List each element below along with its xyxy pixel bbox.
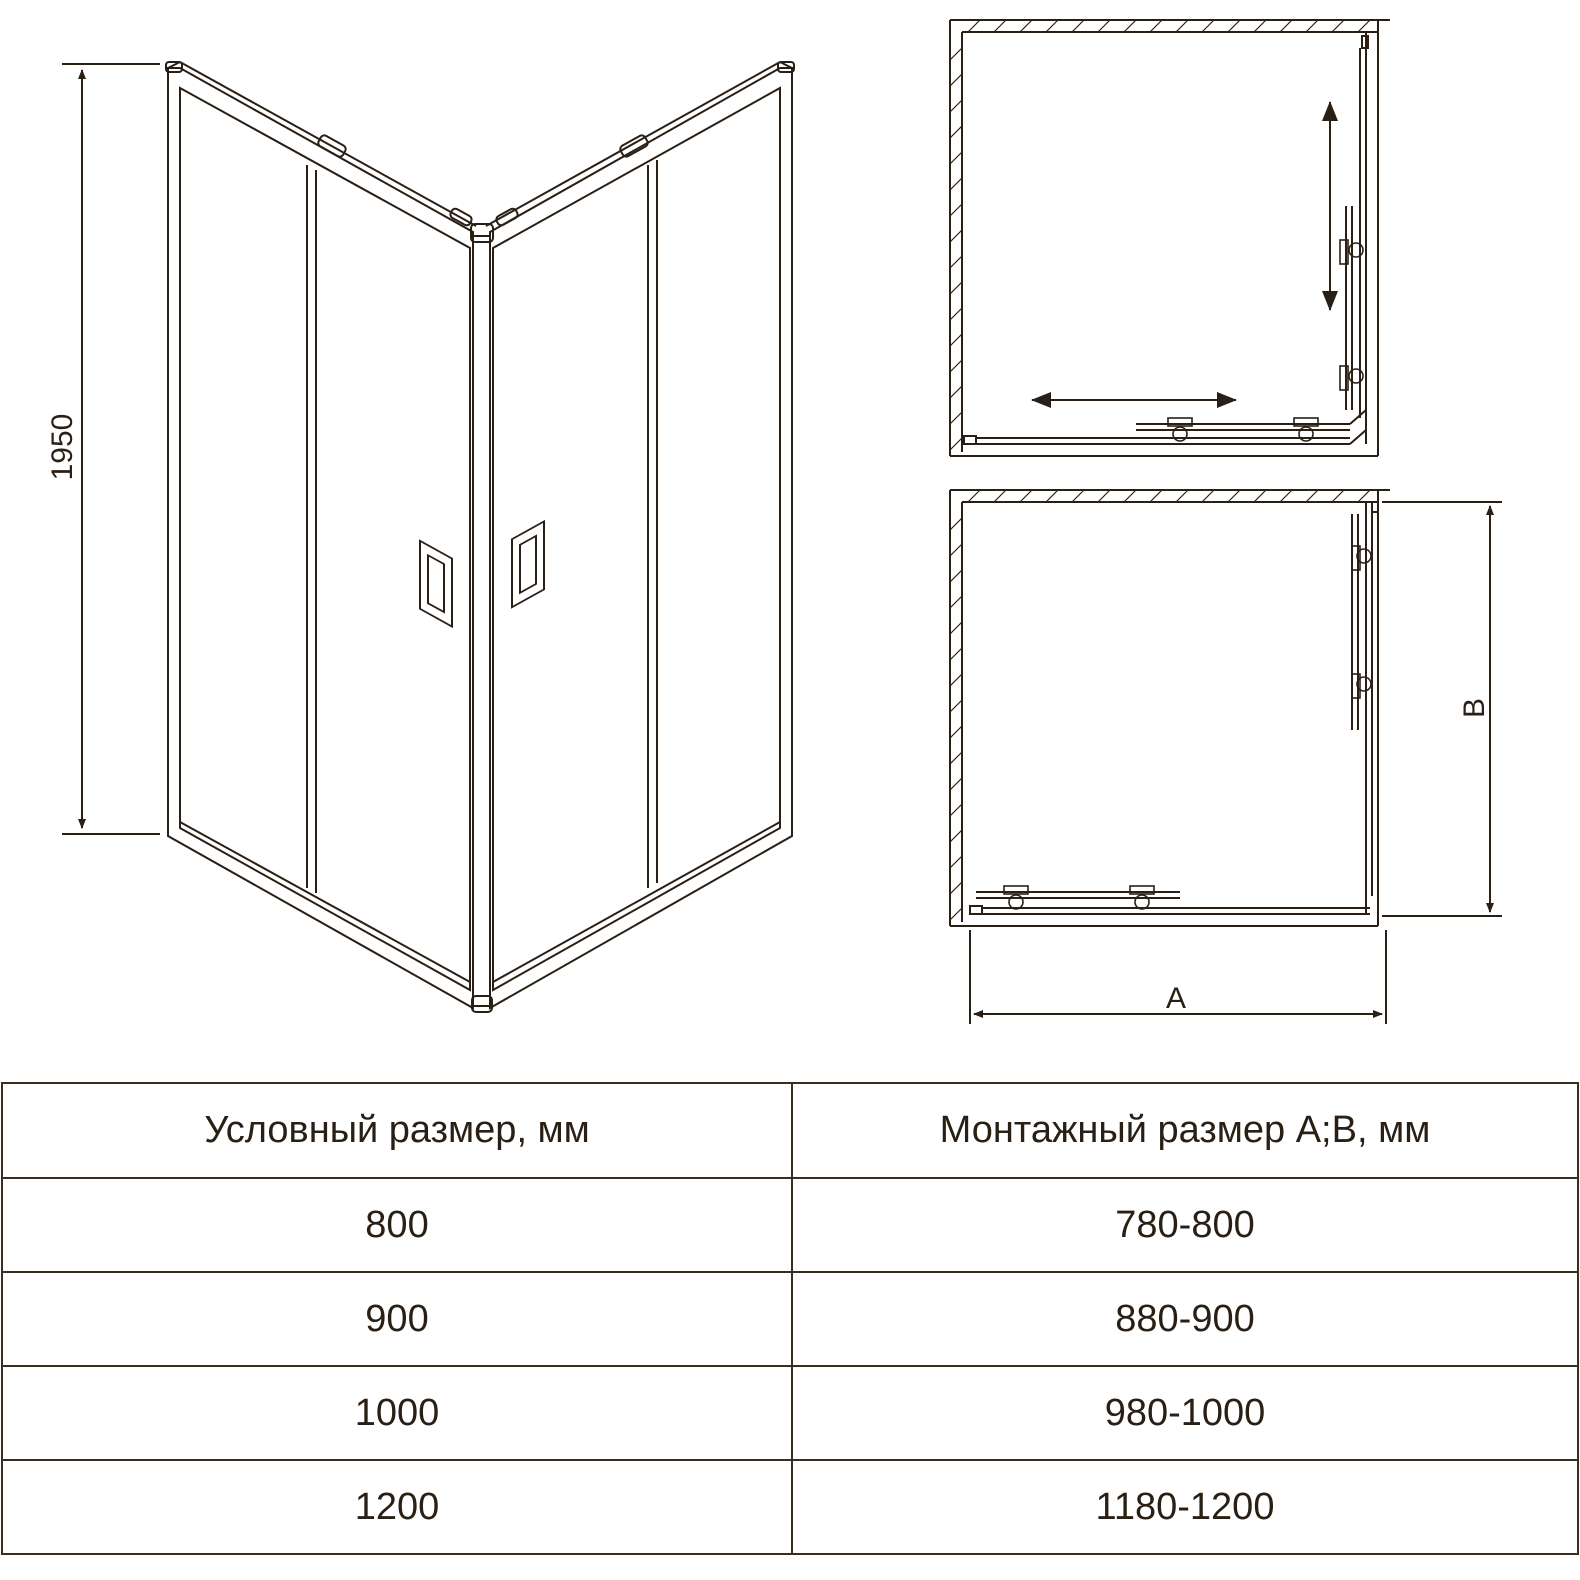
table-row xyxy=(2,1272,1578,1366)
left-panel xyxy=(168,62,476,1008)
mounting-size-cell: 1180-1200 xyxy=(792,1460,1578,1554)
width-label: A xyxy=(1165,982,1187,1015)
table-row xyxy=(2,1460,1578,1554)
rollers-bottom-plan xyxy=(1004,546,1371,909)
height-label: 1950 xyxy=(46,413,79,481)
column-header-nominal-size: Условный размер, мм xyxy=(2,1083,792,1178)
table-header-row xyxy=(2,1083,1578,1178)
table-row xyxy=(2,1366,1578,1460)
right-panel xyxy=(486,62,792,1008)
table-row xyxy=(2,1178,1578,1272)
mounting-size-cell: 880-900 xyxy=(792,1272,1578,1366)
size-table xyxy=(1,1082,1579,1555)
nominal-size-cell: 1000 xyxy=(2,1366,792,1460)
nominal-size-cell: 1200 xyxy=(2,1460,792,1554)
nominal-size-cell: 800 xyxy=(2,1178,792,1272)
plan-view-top xyxy=(950,20,1390,456)
nominal-size-cell: 900 xyxy=(2,1272,792,1366)
depth-label: B xyxy=(1458,697,1491,719)
corner-post xyxy=(166,62,794,1012)
door-handles xyxy=(420,521,544,626)
enclosure-isometric xyxy=(62,62,794,1012)
rollers-top-plan xyxy=(1168,240,1363,441)
column-header-mounting-size: Монтажный размер A;B, мм xyxy=(792,1083,1578,1178)
hatch-top xyxy=(950,20,1370,450)
mounting-size-cell: 780-800 xyxy=(792,1178,1578,1272)
mounting-size-cell: 980-1000 xyxy=(792,1366,1578,1460)
plan-view-bottom xyxy=(950,490,1502,1024)
hatch-bottom xyxy=(950,490,1370,920)
top-rollers xyxy=(317,134,649,227)
